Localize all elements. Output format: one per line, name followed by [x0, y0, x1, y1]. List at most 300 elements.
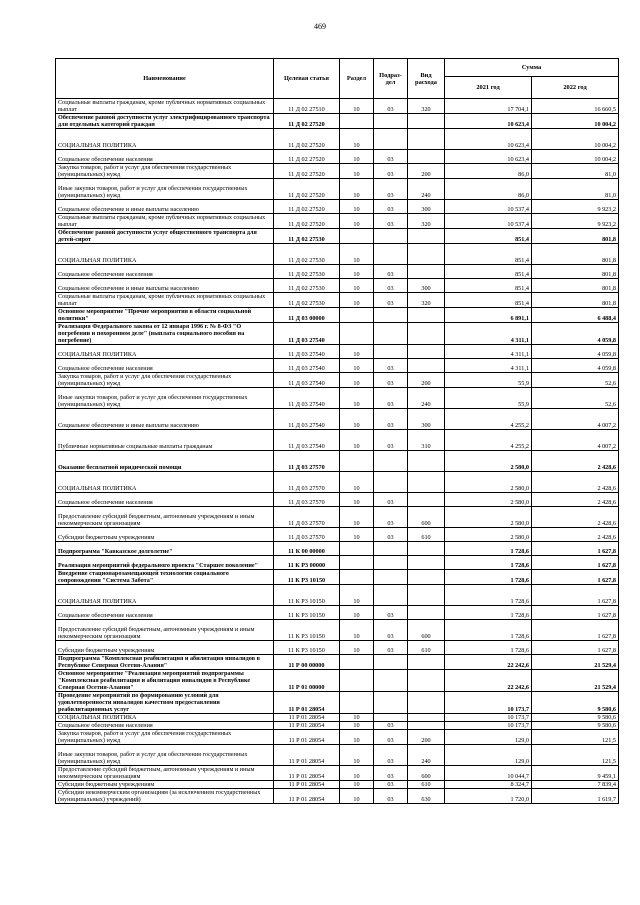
cell-2022: 4 007,2 — [532, 430, 619, 451]
cell-name: Проведение мероприятий по формированию условий для удовлетворенности инвалидов качеством предоставления реабилитационных услуг — [56, 692, 274, 714]
cell-section: 10 — [340, 293, 374, 308]
cell-subsection — [374, 114, 408, 129]
cell-2021: 2 580,0 — [445, 528, 532, 542]
cell-target-article: 11 Д 03 27540 — [274, 359, 340, 373]
table-row — [56, 789, 619, 804]
cell-target-article: 11 Д 03 27570 — [274, 451, 340, 472]
cell-expense-type: 200 — [408, 164, 445, 179]
cell-expense-type: 240 — [408, 179, 445, 200]
cell-section: 10 — [340, 150, 374, 164]
table-row — [56, 345, 619, 359]
cell-expense-type: 610 — [408, 528, 445, 542]
table-row — [56, 129, 619, 150]
table-row — [56, 164, 619, 179]
table-row — [56, 670, 619, 692]
cell-subsection: 03 — [374, 528, 408, 542]
cell-2021: 129,0 — [445, 730, 532, 745]
cell-name: Закупка товаров, работ и услуг для обеспечения государственных (муниципальных) нужд — [56, 164, 274, 179]
cell-expense-type — [408, 542, 445, 556]
cell-name: Реализация Федерального закона от 12 января 1996 г. № 8-ФЗ "О погребении и похоронном деле" (выплата социального пособия на погребение) — [56, 323, 274, 345]
cell-2021: 10 623,4 — [445, 129, 532, 150]
cell-section: 10 — [340, 781, 374, 789]
cell-expense-type: 240 — [408, 388, 445, 409]
cell-section: 10 — [340, 409, 374, 430]
table-row — [56, 766, 619, 781]
cell-subsection — [374, 714, 408, 722]
cell-expense-type — [408, 472, 445, 493]
cell-section: 10 — [340, 359, 374, 373]
cell-2021: 851,4 — [445, 244, 532, 265]
cell-2022: 4 059,8 — [532, 359, 619, 373]
cell-target-article: 11 Д 03 27570 — [274, 507, 340, 528]
cell-expense-type — [408, 606, 445, 620]
cell-subsection: 03 — [374, 200, 408, 214]
cell-section: 10 — [340, 493, 374, 507]
cell-name: Иные закупки товаров, работ и услуг для обеспечения государственных (муниципальных) нужд — [56, 179, 274, 200]
cell-expense-type — [408, 722, 445, 730]
cell-2021: 2 580,0 — [445, 451, 532, 472]
cell-section: 10 — [340, 279, 374, 293]
cell-subsection — [374, 692, 408, 714]
cell-expense-type: 320 — [408, 293, 445, 308]
cell-expense-type — [408, 308, 445, 323]
cell-2022: 801,8 — [532, 229, 619, 244]
cell-name: Субсидии бюджетным учреждениям — [56, 641, 274, 655]
cell-2021: 1 720,0 — [445, 789, 532, 804]
cell-name: Социальное обеспечение и иные выплаты населению — [56, 409, 274, 430]
cell-target-article: 11 Р 01 28054 — [274, 730, 340, 745]
table-row — [56, 620, 619, 641]
cell-expense-type: 600 — [408, 507, 445, 528]
cell-section: 10 — [340, 766, 374, 781]
cell-section: 10 — [340, 528, 374, 542]
table-row — [56, 493, 619, 507]
cell-target-article: 11 Д 03 27540 — [274, 323, 340, 345]
cell-section — [340, 114, 374, 129]
cell-target-article: 11 Д 02 27520 — [274, 200, 340, 214]
cell-section: 10 — [340, 507, 374, 528]
cell-target-article: 11 Р 01 28054 — [274, 714, 340, 722]
cell-section: 10 — [340, 789, 374, 804]
cell-target-article: 11 Д 03 27570 — [274, 493, 340, 507]
page-number: 469 — [314, 22, 326, 31]
cell-2021: 8 324,7 — [445, 781, 532, 789]
cell-target-article: 11 Д 03 27570 — [274, 472, 340, 493]
cell-target-article: 11 Д 02 27530 — [274, 244, 340, 265]
cell-subsection — [374, 670, 408, 692]
cell-subsection — [374, 655, 408, 670]
cell-subsection: 03 — [374, 359, 408, 373]
cell-section: 10 — [340, 745, 374, 766]
cell-2022: 81,0 — [532, 179, 619, 200]
cell-subsection: 03 — [374, 293, 408, 308]
cell-section: 10 — [340, 472, 374, 493]
cell-subsection — [374, 585, 408, 606]
cell-target-article: 11 К P3 10150 — [274, 570, 340, 585]
cell-2022: 801,8 — [532, 293, 619, 308]
cell-subsection — [374, 542, 408, 556]
table-row — [56, 472, 619, 493]
cell-name: Подпрограмма "Кавказское долголетие" — [56, 542, 274, 556]
cell-expense-type: 630 — [408, 789, 445, 804]
cell-target-article: 11 К P3 00000 — [274, 556, 340, 570]
cell-section: 10 — [340, 179, 374, 200]
cell-subsection: 03 — [374, 388, 408, 409]
cell-2022: 1 627,8 — [532, 542, 619, 556]
cell-section: 10 — [340, 620, 374, 641]
table-row — [56, 265, 619, 279]
cell-2021: 22 242,6 — [445, 670, 532, 692]
cell-section — [340, 570, 374, 585]
cell-2021: 4 311,1 — [445, 359, 532, 373]
cell-expense-type: 300 — [408, 409, 445, 430]
table-row — [56, 99, 619, 114]
cell-2022: 4 059,8 — [532, 323, 619, 345]
cell-2021: 851,4 — [445, 229, 532, 244]
cell-2022: 81,0 — [532, 164, 619, 179]
table-row — [56, 585, 619, 606]
cell-section — [340, 670, 374, 692]
table-row — [56, 200, 619, 214]
table-row — [56, 323, 619, 345]
cell-name: Основное мероприятие "Прочие мероприятия в области социальной политики" — [56, 308, 274, 323]
cell-target-article: 11 Д 03 27540 — [274, 345, 340, 359]
cell-2022: 1 627,8 — [532, 570, 619, 585]
cell-section: 10 — [340, 606, 374, 620]
cell-target-article: 11 Р 01 28054 — [274, 766, 340, 781]
table-row — [56, 692, 619, 714]
cell-name: СОЦИАЛЬНАЯ ПОЛИТИКА — [56, 472, 274, 493]
cell-2021: 86,0 — [445, 179, 532, 200]
cell-2021: 1 728,6 — [445, 570, 532, 585]
cell-2022: 801,8 — [532, 244, 619, 265]
cell-2021: 55,9 — [445, 388, 532, 409]
cell-2021: 4 311,1 — [445, 345, 532, 359]
table-row — [56, 722, 619, 730]
cell-name: Внедрение стационарозамещающей технологии социального сопровождения "Система Забота" — [56, 570, 274, 585]
cell-2022: 2 428,6 — [532, 472, 619, 493]
cell-name: Закупка товаров, работ и услуг для обеспечения государственных (муниципальных) нужд — [56, 373, 274, 388]
table-row — [56, 606, 619, 620]
table-row — [56, 114, 619, 129]
cell-name: Иные закупки товаров, работ и услуг для обеспечения государственных (муниципальных) нужд — [56, 745, 274, 766]
cell-2022: 21 529,4 — [532, 655, 619, 670]
cell-target-article: 11 Д 03 00000 — [274, 308, 340, 323]
cell-target-article: 11 Р 01 00000 — [274, 670, 340, 692]
cell-section — [340, 229, 374, 244]
cell-subsection: 03 — [374, 730, 408, 745]
cell-2021: 4 311,1 — [445, 323, 532, 345]
cell-2022: 52,6 — [532, 373, 619, 388]
cell-2021: 4 255,2 — [445, 430, 532, 451]
cell-section — [340, 692, 374, 714]
cell-2021: 10 173,7 — [445, 722, 532, 730]
cell-section — [340, 308, 374, 323]
cell-section: 10 — [340, 99, 374, 114]
cell-subsection — [374, 323, 408, 345]
table-row — [56, 528, 619, 542]
cell-2021: 22 242,6 — [445, 655, 532, 670]
table-row — [56, 359, 619, 373]
cell-2022: 10 004,2 — [532, 114, 619, 129]
cell-2022: 9 923,2 — [532, 214, 619, 229]
table-row — [56, 781, 619, 789]
cell-name: Социальное обеспечение населения — [56, 722, 274, 730]
header-2021: 2021 год — [445, 77, 532, 99]
cell-subsection: 03 — [374, 493, 408, 507]
cell-2021: 1 728,6 — [445, 620, 532, 641]
cell-section — [340, 323, 374, 345]
cell-section — [340, 542, 374, 556]
cell-2021: 1 728,6 — [445, 542, 532, 556]
cell-2022: 6 488,4 — [532, 308, 619, 323]
cell-2022: 4 007,2 — [532, 409, 619, 430]
table-row — [56, 655, 619, 670]
cell-name: Предоставление субсидий бюджетным, автономным учреждениям и иным некоммерческим организациям — [56, 620, 274, 641]
cell-expense-type — [408, 585, 445, 606]
cell-expense-type: 200 — [408, 373, 445, 388]
cell-2022: 4 059,8 — [532, 345, 619, 359]
cell-subsection: 03 — [374, 409, 408, 430]
cell-section: 10 — [340, 430, 374, 451]
cell-expense-type: 610 — [408, 781, 445, 789]
cell-section: 10 — [340, 722, 374, 730]
header-subsection: Подраз-дел — [374, 59, 408, 99]
cell-subsection: 03 — [374, 164, 408, 179]
cell-name: Социальное обеспечение и иные выплаты населению — [56, 279, 274, 293]
cell-2021: 10 623,4 — [445, 114, 532, 129]
cell-name: Социальные выплаты гражданам, кроме публичных нормативных социальных выплат — [56, 293, 274, 308]
table-row — [56, 373, 619, 388]
cell-2021: 6 891,1 — [445, 308, 532, 323]
cell-target-article: 11 Р 01 28054 — [274, 745, 340, 766]
cell-2022: 9 580,6 — [532, 692, 619, 714]
cell-name: Субсидии бюджетным учреждениям — [56, 528, 274, 542]
cell-expense-type: 610 — [408, 641, 445, 655]
cell-section — [340, 655, 374, 670]
cell-name: Социальное обеспечение населения — [56, 150, 274, 164]
cell-name: СОЦИАЛЬНАЯ ПОЛИТИКА — [56, 345, 274, 359]
table-row — [56, 150, 619, 164]
cell-expense-type — [408, 323, 445, 345]
header-section: Раздел — [340, 59, 374, 99]
cell-expense-type — [408, 451, 445, 472]
cell-2021: 851,4 — [445, 265, 532, 279]
cell-name: СОЦИАЛЬНАЯ ПОЛИТИКА — [56, 714, 274, 722]
cell-target-article: 11 Р 01 28054 — [274, 722, 340, 730]
cell-target-article: 11 Р 01 28054 — [274, 692, 340, 714]
cell-expense-type — [408, 359, 445, 373]
cell-name: Социальные выплаты гражданам, кроме публичных нормативных социальных выплат — [56, 99, 274, 114]
cell-2022: 10 004,2 — [532, 150, 619, 164]
cell-expense-type — [408, 114, 445, 129]
cell-2022: 7 839,4 — [532, 781, 619, 789]
cell-subsection — [374, 472, 408, 493]
header-expense-type: Вид расхода — [408, 59, 445, 99]
cell-target-article: 11 Д 03 27570 — [274, 528, 340, 542]
header-name: Наименование — [56, 59, 274, 99]
cell-2021: 2 580,0 — [445, 507, 532, 528]
cell-expense-type — [408, 129, 445, 150]
cell-name: СОЦИАЛЬНАЯ ПОЛИТИКА — [56, 244, 274, 265]
cell-target-article: 11 Р 01 28054 — [274, 789, 340, 804]
cell-subsection — [374, 244, 408, 265]
table-row — [56, 542, 619, 556]
cell-target-article: 11 Д 02 27530 — [274, 265, 340, 279]
cell-2022: 16 660,5 — [532, 99, 619, 114]
cell-name: Оказание бесплатной юридической помощи — [56, 451, 274, 472]
cell-2021: 10 044,7 — [445, 766, 532, 781]
cell-2022: 1 619,7 — [532, 789, 619, 804]
cell-subsection: 03 — [374, 99, 408, 114]
cell-2021: 4 255,2 — [445, 409, 532, 430]
cell-target-article: 11 Д 03 27540 — [274, 373, 340, 388]
cell-target-article: 11 Д 02 27530 — [274, 279, 340, 293]
cell-section — [340, 556, 374, 570]
cell-section: 10 — [340, 345, 374, 359]
cell-subsection — [374, 570, 408, 585]
cell-target-article: 11 Д 02 27520 — [274, 179, 340, 200]
cell-target-article: 11 Д 02 27520 — [274, 129, 340, 150]
cell-target-article: 11 Д 02 27520 — [274, 150, 340, 164]
table-row — [56, 745, 619, 766]
cell-expense-type: 600 — [408, 766, 445, 781]
cell-expense-type: 240 — [408, 745, 445, 766]
cell-2022: 1 627,8 — [532, 620, 619, 641]
cell-2021: 1 728,6 — [445, 641, 532, 655]
cell-section: 10 — [340, 244, 374, 265]
header-2022: 2022 год — [532, 77, 619, 99]
cell-expense-type — [408, 692, 445, 714]
cell-2021: 10 173,7 — [445, 692, 532, 714]
cell-2022: 2 428,6 — [532, 493, 619, 507]
cell-name: Социальное обеспечение населения — [56, 265, 274, 279]
cell-2021: 2 580,0 — [445, 493, 532, 507]
cell-subsection — [374, 451, 408, 472]
table-row — [56, 214, 619, 229]
cell-target-article: 11 К P3 10150 — [274, 585, 340, 606]
cell-name: Социальные выплаты гражданам, кроме публичных нормативных социальных выплат — [56, 214, 274, 229]
table-row — [56, 507, 619, 528]
cell-2022: 9 459,1 — [532, 766, 619, 781]
cell-name: СОЦИАЛЬНАЯ ПОЛИТИКА — [56, 585, 274, 606]
cell-target-article: 11 Р 01 28054 — [274, 781, 340, 789]
cell-target-article: 11 К 00 00000 — [274, 542, 340, 556]
cell-target-article: 11 Д 02 27510 — [274, 99, 340, 114]
cell-2021: 17 704,1 — [445, 99, 532, 114]
cell-target-article: 11 Д 03 27540 — [274, 409, 340, 430]
cell-section: 10 — [340, 214, 374, 229]
cell-expense-type — [408, 655, 445, 670]
table-row — [56, 570, 619, 585]
cell-target-article: 11 К P3 10150 — [274, 606, 340, 620]
cell-2022: 52,6 — [532, 388, 619, 409]
cell-name: Субсидии некоммерческим организациям (за исключением государственных (муниципальных) учреждений) — [56, 789, 274, 804]
cell-subsection: 03 — [374, 606, 408, 620]
table-row — [56, 556, 619, 570]
cell-section: 10 — [340, 388, 374, 409]
cell-name: Социальное обеспечение населения — [56, 606, 274, 620]
cell-expense-type: 310 — [408, 430, 445, 451]
cell-expense-type — [408, 244, 445, 265]
cell-subsection: 03 — [374, 265, 408, 279]
cell-expense-type — [408, 714, 445, 722]
table-row — [56, 279, 619, 293]
cell-subsection: 03 — [374, 641, 408, 655]
cell-section: 10 — [340, 585, 374, 606]
cell-name: Субсидии бюджетным учреждениям — [56, 781, 274, 789]
cell-expense-type — [408, 670, 445, 692]
cell-expense-type — [408, 150, 445, 164]
table-row — [56, 244, 619, 265]
cell-name: Социальное обеспечение и иные выплаты населению — [56, 200, 274, 214]
header-target-article: Целевая статья — [274, 59, 340, 99]
cell-section: 10 — [340, 129, 374, 150]
cell-2021: 10 623,4 — [445, 150, 532, 164]
cell-name: Предоставление субсидий бюджетным, автономным учреждениям и иным некоммерческим организациям — [56, 766, 274, 781]
cell-subsection: 03 — [374, 766, 408, 781]
table-row — [56, 430, 619, 451]
cell-section: 10 — [340, 265, 374, 279]
cell-2022: 801,8 — [532, 265, 619, 279]
cell-target-article: 11 Д 02 27520 — [274, 164, 340, 179]
cell-target-article: 11 К P3 10150 — [274, 620, 340, 641]
cell-name: Обеспечение равной доступности услуг общественного транспорта для детей-сирот — [56, 229, 274, 244]
cell-subsection: 03 — [374, 745, 408, 766]
cell-2022: 121,5 — [532, 730, 619, 745]
cell-expense-type — [408, 345, 445, 359]
cell-2021: 10 173,7 — [445, 714, 532, 722]
cell-name: Основное мероприятие "Реализация мероприятий подпрограммы "Комплексная реабилитация и абилитация инвалидов в Республике Северная Осетия-Алания" — [56, 670, 274, 692]
cell-name: Закупка товаров, работ и услуг для обеспечения государственных (муниципальных) нужд — [56, 730, 274, 745]
cell-subsection: 03 — [374, 781, 408, 789]
cell-2021: 10 537,4 — [445, 214, 532, 229]
cell-2022: 9 580,6 — [532, 722, 619, 730]
cell-expense-type — [408, 265, 445, 279]
cell-expense-type — [408, 570, 445, 585]
cell-target-article: 11 К P3 10150 — [274, 641, 340, 655]
cell-subsection: 03 — [374, 430, 408, 451]
cell-2021: 10 537,4 — [445, 200, 532, 214]
cell-expense-type — [408, 493, 445, 507]
cell-name: Иные закупки товаров, работ и услуг для обеспечения государственных (муниципальных) нужд — [56, 388, 274, 409]
cell-2021: 55,9 — [445, 373, 532, 388]
cell-section: 10 — [340, 373, 374, 388]
budget-table — [55, 58, 619, 804]
cell-2021: 1 728,6 — [445, 585, 532, 606]
table-row — [56, 730, 619, 745]
cell-2021: 851,4 — [445, 279, 532, 293]
cell-2022: 1 627,8 — [532, 641, 619, 655]
cell-target-article: 11 Д 03 27540 — [274, 430, 340, 451]
cell-section: 10 — [340, 641, 374, 655]
cell-2021: 1 728,6 — [445, 606, 532, 620]
cell-section: 10 — [340, 200, 374, 214]
cell-2022: 1 627,8 — [532, 556, 619, 570]
cell-subsection: 03 — [374, 373, 408, 388]
cell-subsection: 03 — [374, 722, 408, 730]
cell-name: Публичные нормативные социальные выплаты гражданам — [56, 430, 274, 451]
cell-2021: 2 580,0 — [445, 472, 532, 493]
cell-section: 10 — [340, 730, 374, 745]
table-row — [56, 179, 619, 200]
cell-expense-type — [408, 556, 445, 570]
table-row — [56, 308, 619, 323]
cell-name: СОЦИАЛЬНАЯ ПОЛИТИКА — [56, 129, 274, 150]
cell-subsection — [374, 129, 408, 150]
table-row — [56, 388, 619, 409]
cell-target-article: 11 Д 02 27530 — [274, 293, 340, 308]
